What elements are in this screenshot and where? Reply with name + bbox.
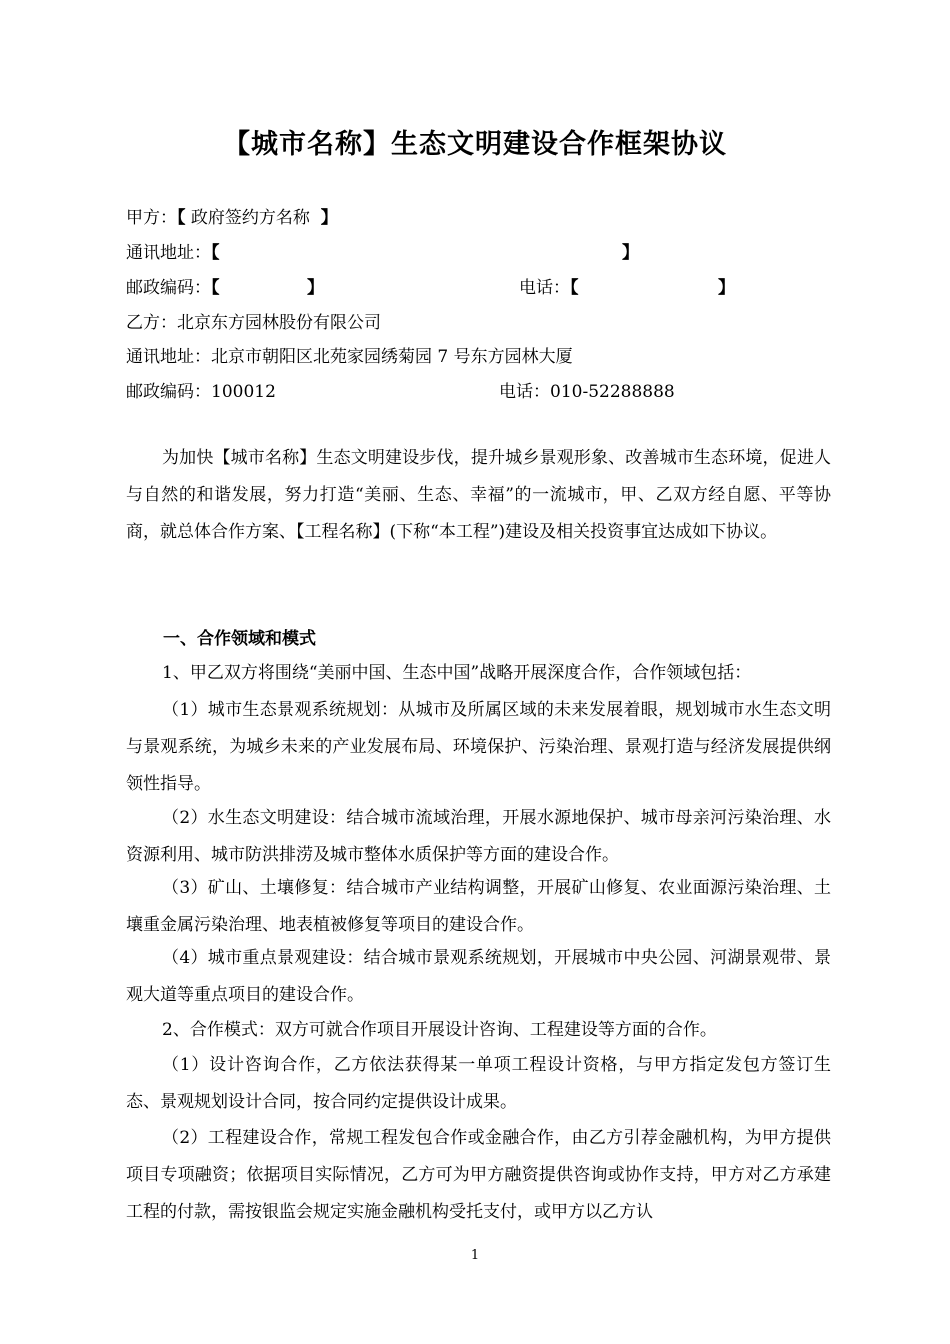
party-b-line: 乙方：北京东方园林股份有限公司 xyxy=(126,313,381,333)
clause-1-2: （2）水生态文明建设：结合城市流域治理，开展水源地保护、城市母亲河污染治理、水资源利用、城市防洪排涝及城市整体水质保护等方面的建设合作。 xyxy=(126,808,831,865)
party-a-name: 政府签约方名称 xyxy=(190,208,310,228)
party-a-address-line xyxy=(126,242,220,264)
document-title: 【城市名称】生态文明建设合作框架协议 xyxy=(223,129,727,160)
clause-2-2: （2）工程建设合作，常规工程发包合作或金融合作，由乙方引荐金融机构，为甲方提供项目专项融资；依据项目实际情况，乙方可为甲方融资提供咨询或协作支持，甲方对乙方承建工程的付款，需按银监会规定实施金融机构受托支付，或甲方以乙方认 xyxy=(126,1128,831,1222)
party-a-postal-label: 邮政编码： xyxy=(126,278,211,298)
party-b-postal-line: 邮政编码：100012 xyxy=(126,382,276,402)
party-a-postal-close: 】 xyxy=(307,278,324,298)
party-a-phone-label: 电话： xyxy=(519,278,570,298)
clause-1-1: （1）城市生态景观系统规划：从城市及所属区域的未来发展着眼，规划城市水生态文明与景观系统，为城乡未来的产业发展布局、环境保护、污染治理、景观打造与经济发展提供纲领性指导。 xyxy=(126,700,831,794)
clause-1-4: （4）城市重点景观建设：结合城市景观系统规划，开展城市中央公园、河湖景观带、景观大道等重点项目的建设合作。 xyxy=(126,948,831,1005)
party-a-phone-open: 【 xyxy=(570,278,579,298)
party-a-label: 甲方： xyxy=(126,208,177,228)
party-a-close-bracket: 】 xyxy=(320,208,338,228)
party-a-phone-close: 】 xyxy=(718,278,735,298)
party-a-line xyxy=(126,207,338,229)
party-a-postal-open: 【 xyxy=(211,278,220,298)
section-heading: 一、合作领域和模式 xyxy=(163,629,316,649)
page-number: 1 xyxy=(470,1248,480,1263)
party-a-open-bracket: 【 xyxy=(177,208,186,228)
party-b-address-line: 通讯地址：北京市朝阳区北苑家园绣菊园 7 号东方园林大厦 xyxy=(126,347,573,367)
party-a-address-open: 【 xyxy=(211,243,220,263)
intro-paragraph: 为加快【城市名称】生态文明建设步伐，提升城乡景观形象、改善城市生态环境，促进人与自然的和谐发展，努力打造“美丽、生态、幸福”的一流城市，甲、乙双方经自愿、平等协商，就总体合作方案、【工程名称】(下称“本工程”)建设及相关投资事宜达成如下协议。 xyxy=(126,448,831,542)
party-b-phone-line: 电话：010-52288888 xyxy=(499,382,675,402)
party-a-phone xyxy=(519,277,579,299)
clause-1-3: （3）矿山、土壤修复：结合城市产业结构调整，开展矿山修复、农业面源污染治理、土壤重金属污染治理、地表植被修复等项目的建设合作。 xyxy=(126,878,831,935)
clause-2-1: （1）设计咨询合作，乙方依法获得某一单项工程设计资格，与甲方指定发包方签订生态、景观规划设计合同，按合同约定提供设计成果。 xyxy=(126,1055,831,1112)
clause-2: 2、合作模式：双方可就合作项目开展设计咨询、工程建设等方面的合作。 xyxy=(162,1020,717,1040)
party-a-postal-line xyxy=(126,277,220,299)
party-a-address-label: 通讯地址： xyxy=(126,243,211,263)
party-a-address-close: 】 xyxy=(622,243,639,263)
clause-1: 1、甲乙双方将围绕“美丽中国、生态中国”战略开展深度合作，合作领域包括： xyxy=(162,663,752,683)
